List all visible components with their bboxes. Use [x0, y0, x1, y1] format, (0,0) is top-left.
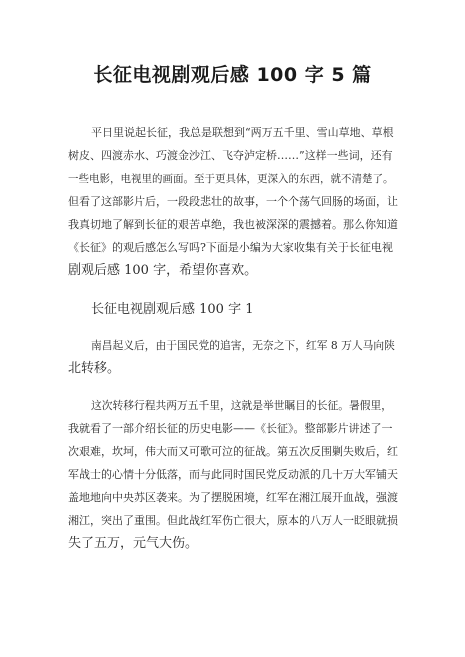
paragraph-line: 我就看了一部介绍长征的历史电影——《长征》。整部影片讲述了一 [68, 422, 393, 435]
paragraph-line: 盖地地向中央苏区袭来。为了摆脱困境，红军在湘江展开血战，强渡 [68, 491, 398, 504]
intro-line: 我真切地了解到长征的艰苦卓绝，我也被深深的震撼着。那么你知道 [68, 218, 398, 231]
intro-line: 平日里说起长征，我总是联想到“两万五千里、雪山草地、草根 [91, 126, 394, 139]
intro-line: 但看了这部影片后，一段段悲壮的故事，一个个荡气回肠的场面，让 [68, 195, 398, 208]
intro-line: 剧观后感 100 字，希望你喜欢。 [68, 263, 258, 278]
paragraph-line: 军战士的心情十分低落，而与此同时国民党反动派的几十万大军铺天 [68, 468, 398, 481]
paragraph-line: 次艰难，坎坷，伟大而又可歌可泣的征战。第五次反围剿失败后，红 [68, 445, 398, 458]
document-title: 长征电视剧观后感 100 字 5 篇 [93, 64, 372, 86]
paragraph-line: 北转移。 [68, 361, 121, 376]
intro-line: 树皮、四渡赤水、巧渡金沙江、飞夺泸定桥……”这样一些词，还有 [68, 149, 393, 162]
paragraph-line: 湘江，突出了重围。但此战红军伤亡很大，原本的八万人一眨眼就损 [68, 514, 398, 527]
intro-line: 一些电影，电视里的画面。至于更具体，更深入的东西，就不清楚了。 [68, 173, 394, 185]
paragraph-line: 这次转移行程共两万五千里，这就是举世瞩目的长征。暑假里， [91, 399, 393, 412]
paragraph-line: 南昌起义后，由于国民党的追害，无奈之下，红军 8 万人马向陕 [91, 339, 395, 352]
section-heading: 长征电视剧观后感 100 字 1 [91, 302, 254, 317]
paragraph-line: 失了五万，元气大伤。 [68, 536, 199, 551]
intro-line: 《长征》的观后感怎么写吗?下面是小编为大家收集有关于长征电视 [68, 241, 393, 254]
